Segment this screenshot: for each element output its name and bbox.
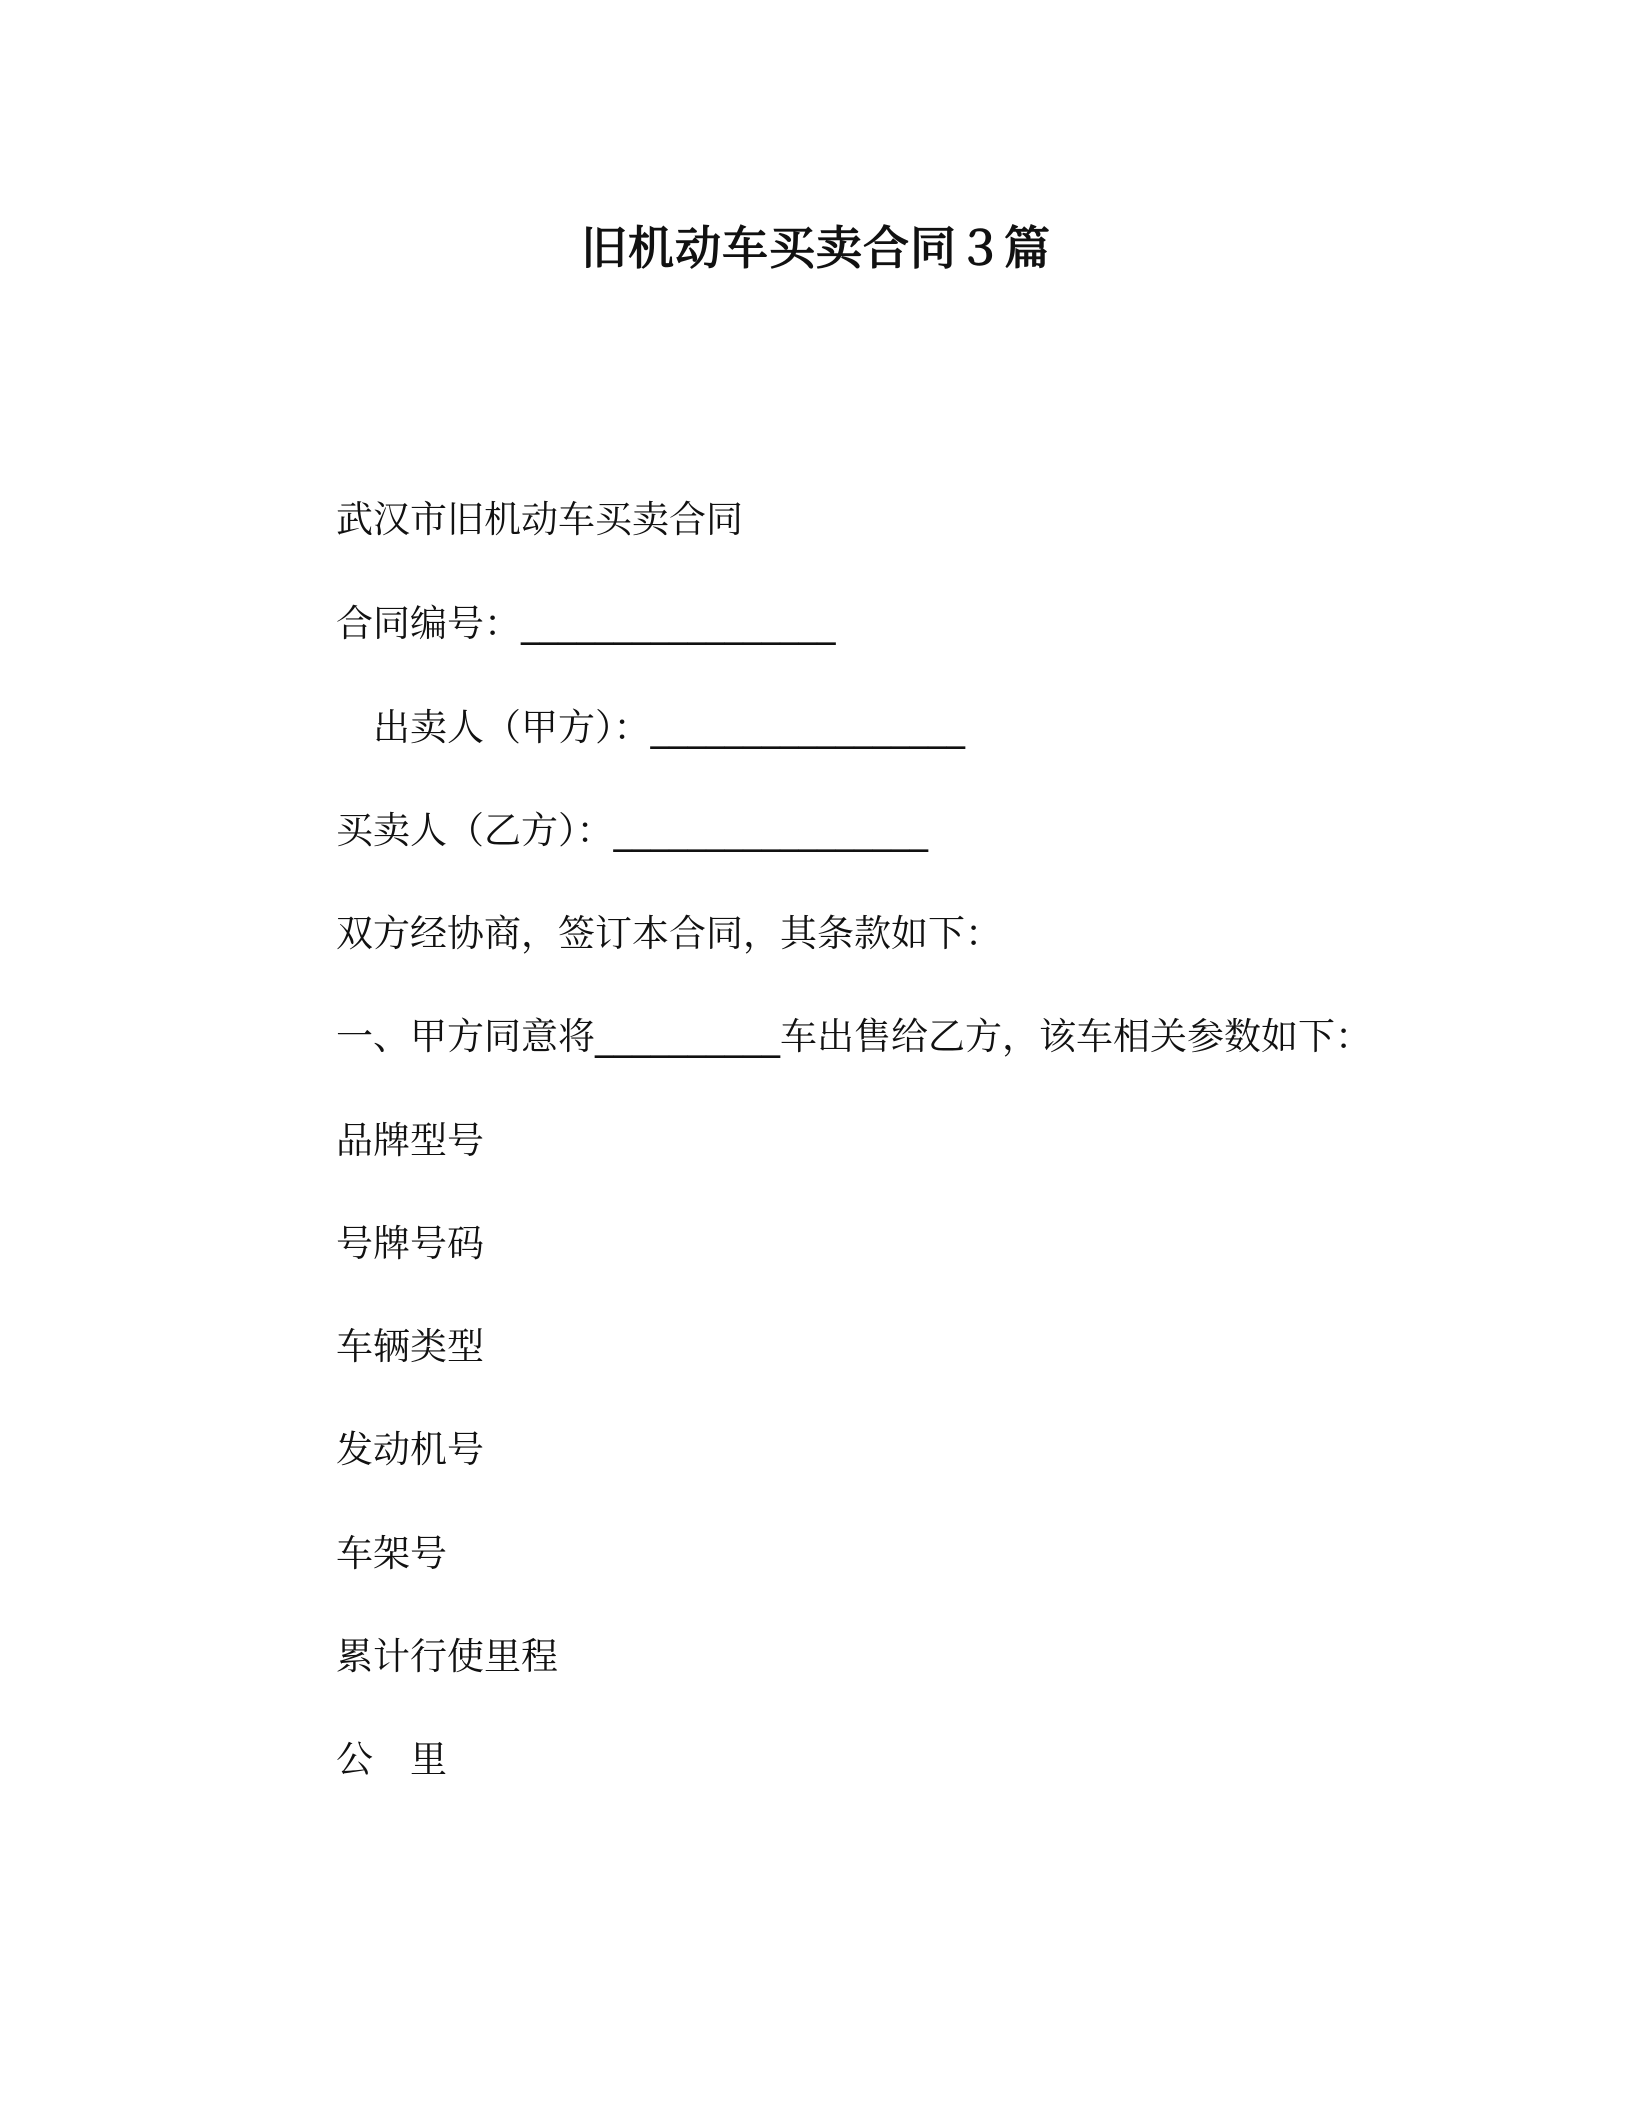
mileage-line: 累计行使里程	[336, 1635, 558, 1678]
agreement-intro-line: 双方经协商，签订本合同，其条款如下：	[336, 912, 1002, 955]
contract-number-line: 合同编号：_________________	[336, 602, 836, 645]
document-title: 旧机动车买卖合同３篇	[581, 221, 1051, 275]
seller-line: 出卖人（甲方）：_________________	[336, 706, 965, 749]
brand-model-line: 品牌型号	[336, 1119, 484, 1162]
vehicle-type-line: 车辆类型	[336, 1325, 484, 1368]
buyer-line: 买卖人（乙方）：_________________	[336, 809, 928, 852]
kilometer-line: 公 里	[336, 1738, 447, 1781]
contract-heading: 武汉市旧机动车买卖合同	[336, 498, 743, 541]
frame-number-line: 车架号	[336, 1532, 447, 1575]
engine-number-line: 发动机号	[336, 1428, 484, 1471]
clause-one-line: 一、甲方同意将__________车出售给乙方，该车相关参数如下：	[336, 1015, 1372, 1058]
plate-number-line: 号牌号码	[336, 1222, 484, 1265]
